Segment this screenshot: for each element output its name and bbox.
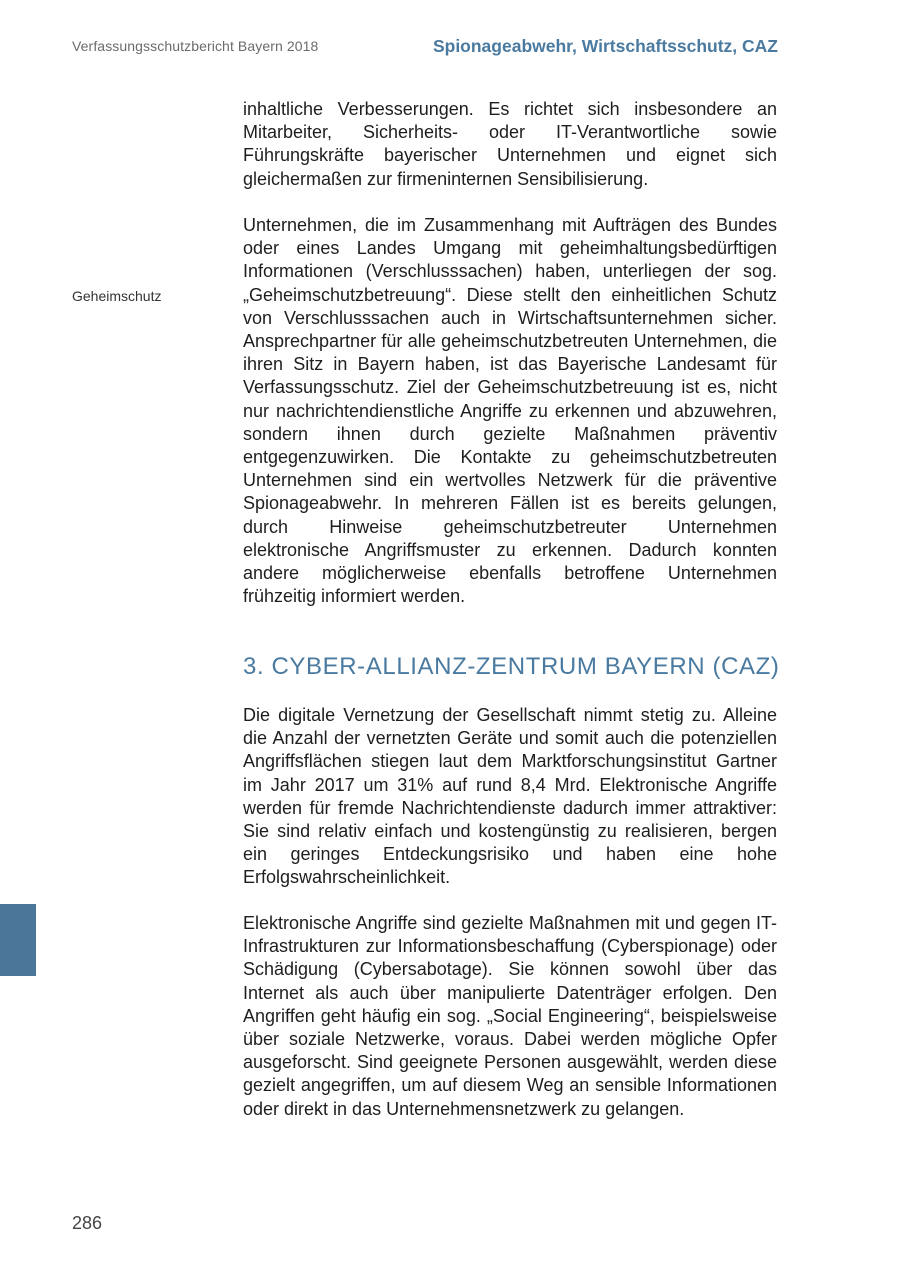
running-header-chapter: Spionageabwehr, Wirtschaftsschutz, CAZ (432, 36, 778, 56)
section-heading: 3. CYBER-ALLIANZ-ZENTRUM BAYERN (CAZ) (243, 653, 780, 680)
body-paragraph-2 (243, 214, 777, 608)
margin-note-geheimschutz: Geheimschutz (72, 288, 162, 304)
body-paragraph-4 (243, 912, 777, 1121)
paragraph-text: inhaltliche Verbesserungen. Es richtet sich insbesondere an Mitarbeiter, Sicherheits- oder IT-Verantwortliche sowie Führungskräfte bayerischer Unternehmen und eignet sich gleichermaßen zur firmeninternen Sensibilisierung. (243, 99, 777, 189)
chapter-side-tab (0, 904, 36, 976)
running-header-title: Verfassungsschutzbericht Bayern 2018 (72, 38, 319, 54)
paragraph-text: Unternehmen, die im Zusammenhang mit Aufträgen des Bundes oder eines Landes Umgang mit geheimhaltungsbedürftigen Informationen (Verschlusssachen) haben, unterliegen der sog. „Geheimschutzbetreuung“. Diese stellt den einheitlichen Schutz von Verschlusssachen auch in Wirtschaftsunternehmen sicher. Ansprechpartner für alle geheimschutzbetreuten Unternehmen, die ihren Sitz in Bayern haben, ist das Bayerische Landesamt für Verfassungsschutz. Ziel der Geheimschutzbetreuung ist es, nicht nur nachrichtendienstliche Angriffe zu erkennen und abzuwehren, sondern ihnen durch gezielte Maßnahmen präventiv entgegenzuwirken. Die Kontakte zu geheimschutzbetreuten Unternehmen sind ein wertvolles Netzwerk für die präventive Spionageabwehr. In mehreren Fällen ist es bereits gelungen, durch Hinweise geheimschutzbetreuter Unternehmen elektronische Angriffsmuster zu erkennen. Dadurch konnten andere möglicherweise ebenfalls betroffene Unternehmen frühzeitig informiert werden. (243, 215, 777, 607)
body-paragraph-3 (243, 704, 777, 890)
page-number: 286 (72, 1213, 103, 1233)
body-paragraph-1 (243, 98, 777, 191)
paragraph-text: Die digitale Vernetzung der Gesellschaft nimmt stetig zu. Alleine die Anzahl der vernetzten Geräte und somit auch die potenziellen Angriffsflächen stiegen laut dem Marktforschungsinstitut Gartner im Jahr 2017 um 31% auf rund 8,4 Mrd. Elektronische Angriffe werden für fremde Nachrichtendienste dadurch immer attraktiver: Sie sind relativ einfach und kostengünstig zu realisieren, bergen ein geringes Entdeckungsrisiko und haben eine hohe Erfolgswahrscheinlichkeit. (243, 705, 777, 888)
paragraph-text: Elektronische Angriffe sind gezielte Maßnahmen mit und gegen IT-Infrastrukturen zur Informationsbeschaffung (Cyberspionage) oder Schädigung (Cybersabotage). Sie können sowohl über das Internet als auch über manipulierte Datenträger erfolgen. Den Angriffen geht häufig ein sog. „Social Engineering“, beispielsweise über soziale Netzwerke, voraus. Dabei werden mögliche Opfer ausgeforscht. Sind geeignete Personen ausgewählt, werden diese gezielt angegriffen, um auf diesem Weg an sensible Informationen oder direkt in das Unternehmensnetzwerk zu gelangen. (243, 913, 777, 1119)
